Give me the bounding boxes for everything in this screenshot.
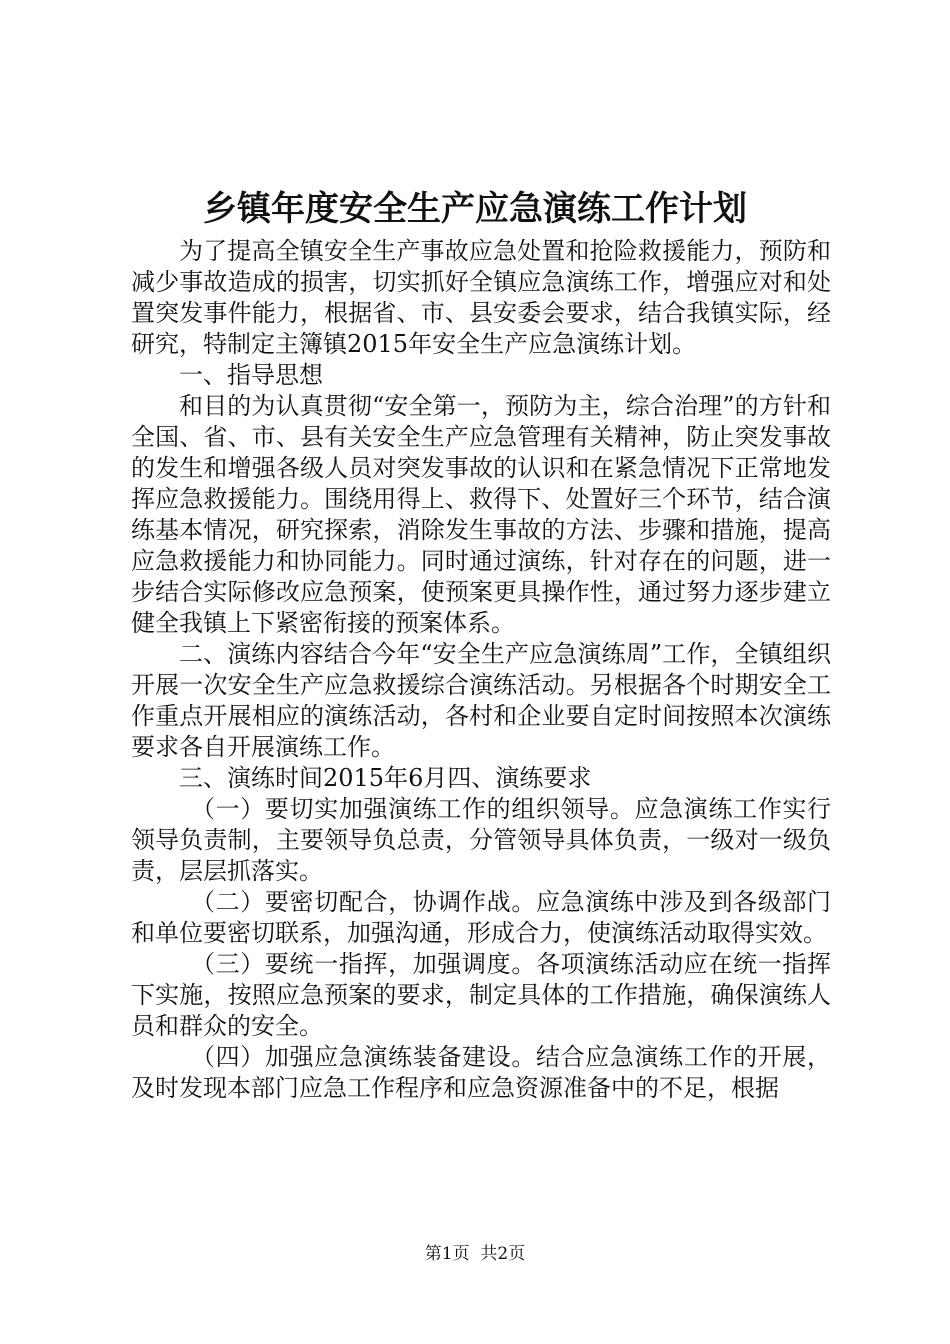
document-title: 乡镇年度安全生产应急演练工作计划 [203,189,747,229]
paragraph-requirement-4: （四）加强应急演练装备建设。结合应急演练工作的开展，及时发现本部门应急工作程序和应急资源准备中的不足，根据 [131,1043,831,1102]
paragraph-purpose: 和目的为认真贯彻“安全第一，预防为主，综合治理”的方针和全国、省、市、县有关安全生产应急管理有关精神，防止突发事故的发生和增强各级人员对突发事故的认识和在紧急情况下正常地发挥应急救援能力。围绕用得上、救得下、处置好三个环节，结合演练基本情况，研究探索，消除发生事故的方法、步骤和措施，提高应急救援能力和协同能力。同时通过演练，针对存在的问题，进一步结合实际修改应急预案，使预案更具操作性，通过努力逐步建立健全我镇上下紧密衔接的预案体系。 [131,392,831,637]
page-total: 共2页 [480,1244,526,1264]
document-body [131,236,831,1104]
paragraph-requirement-2: （二）要密切配合，协调作战。应急演练中涉及到各级部门和单位要密切联系，加强沟通，形成合力，使演练活动取得实效。 [131,888,831,947]
paragraph-drill-content: 二、演练内容结合今年“安全生产应急演练周”工作，全镇组织开展一次安全生产应急救援综合演练活动。另根据各个时期安全工作重点开展相应的演练活动，各村和企业要自定时间按照本次演练要求各自开展演练工作。 [131,640,831,761]
paragraph-intro: 为了提高全镇安全生产事故应急处置和抢险救援能力，预防和减少事故造成的损害，切实抓好全镇应急演练工作，增强应对和处置突发事件能力，根据省、市、县安委会要求，结合我镇实际，经研究，特制定主簿镇2015年安全生产应急演练计划。 [131,237,831,358]
page-number: 第1页 [424,1244,470,1264]
paragraph-requirement-3: （三）要统一指挥，加强调度。各项演练活动应在统一指挥下实施，按照应急预案的要求，制定具体的工作措施，确保演练人员和群众的安全。 [131,950,831,1040]
heading-guiding-ideology: 一、指导思想 [179,361,323,389]
paragraph-drill-time: 三、演练时间2015年6月四、演练要求 [179,764,592,792]
paragraph-requirement-1: （一）要切实加强演练工作的组织领导。应急演练工作实行领导负责制，主要领导负总责，分管领导具体负责，一级对一级负责，层层抓落实。 [131,795,831,885]
page-footer [0,1242,950,1266]
